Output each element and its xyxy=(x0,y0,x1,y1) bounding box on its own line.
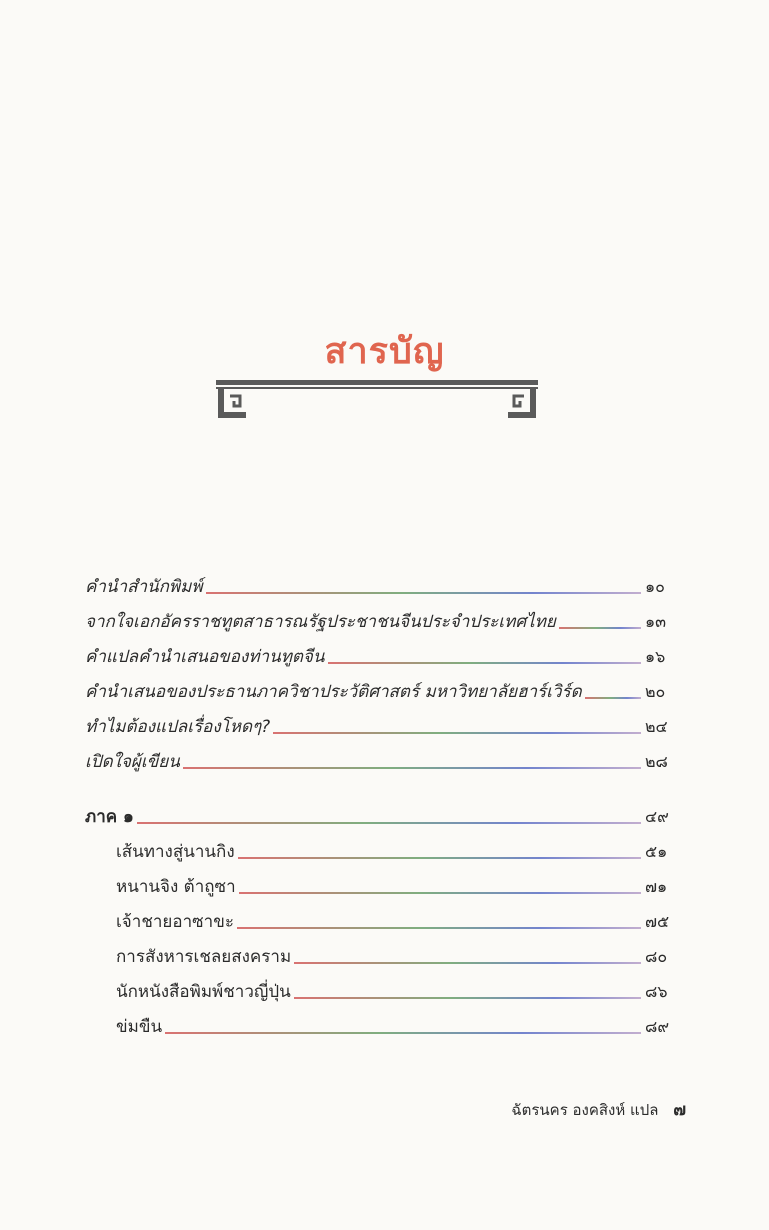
toc-entry-page: ๑๓ xyxy=(645,612,667,631)
dot-leader xyxy=(328,662,641,664)
toc-chapter[interactable] xyxy=(116,975,685,1005)
chapter-page: ๕๑ xyxy=(645,842,668,861)
part-label: ภาค ๑ xyxy=(85,807,134,827)
toc-entry-page: ๑๖ xyxy=(645,647,666,666)
toc-entry-label: จากใจเอกอัครราชทูตสาธารณรัฐประชาชนจีนประจำประเทศไทย xyxy=(85,612,556,632)
dot-leader xyxy=(294,997,641,999)
chapter-label: เจ้าชายอาซาขะ xyxy=(116,912,234,932)
toc-chapter[interactable] xyxy=(116,835,685,865)
part-page: ๔๙ xyxy=(645,807,669,826)
dot-leader xyxy=(294,962,641,964)
toc-entry-page: ๑๐ xyxy=(645,577,665,596)
dot-leader xyxy=(137,822,641,824)
toc-chapter[interactable] xyxy=(116,1010,685,1040)
dot-leader xyxy=(237,927,641,929)
chapter-label: การสังหารเชลยสงคราม xyxy=(116,947,292,967)
chapter-label: นักหนังสือพิมพ์ชาวญี่ปุ่น xyxy=(116,982,291,1002)
toc-entry-label: เปิดใจผู้เขียน xyxy=(85,752,180,772)
chapter-page: ๗๑ xyxy=(645,877,668,896)
toc-entry[interactable] xyxy=(85,675,685,705)
chapter-label: ข่มขืน xyxy=(116,1017,163,1037)
toc-entry-label: คำนำสำนักพิมพ์ xyxy=(85,577,203,597)
toc-entry-label: คำนำเสนอของประธานภาควิชาประวัติศาสตร์ มหาวิทยาลัยฮาร์เวิร์ด xyxy=(85,682,582,702)
dot-leader xyxy=(183,767,641,769)
dot-leader xyxy=(273,732,641,734)
toc-entry-page: ๒๘ xyxy=(645,752,668,771)
toc-entry[interactable] xyxy=(85,745,685,775)
chapter-label: หนานจิง ต้าถูซา xyxy=(116,877,236,897)
dot-leader xyxy=(239,892,641,894)
toc-part-heading[interactable] xyxy=(85,800,685,830)
toc-entry[interactable] xyxy=(85,605,685,635)
toc-chapter[interactable] xyxy=(116,870,685,900)
dot-leader xyxy=(238,857,641,859)
dot-leader xyxy=(559,627,641,629)
toc-chapter[interactable] xyxy=(116,940,685,970)
toc-entry[interactable] xyxy=(85,710,685,740)
chapter-page: ๘๙ xyxy=(645,1017,670,1036)
dot-leader xyxy=(206,592,641,594)
toc-chapter[interactable] xyxy=(116,905,685,935)
chapter-page: ๗๕ xyxy=(645,912,670,931)
title-ornament xyxy=(212,378,542,422)
toc-entry[interactable] xyxy=(85,570,685,600)
toc-entry-page: ๒๔ xyxy=(645,717,668,736)
chapter-page: ๘๖ xyxy=(645,982,668,1001)
page-number: ๗ xyxy=(673,1100,686,1120)
toc-entry[interactable] xyxy=(85,640,685,670)
page-footer xyxy=(0,1096,686,1123)
dot-leader xyxy=(585,697,641,699)
dot-leader xyxy=(165,1032,641,1034)
toc-entry-label: ทำไมต้องแปลเรื่องโหดๆ? xyxy=(85,717,271,737)
translator-credit: ฉัตรนคร องคสิงห์ แปล xyxy=(511,1101,659,1119)
chapter-label: เส้นทางสู่นานกิง xyxy=(116,842,235,862)
page-title: สารบัญ xyxy=(324,331,445,372)
chapter-page: ๘๐ xyxy=(645,947,668,966)
toc-entry-page: ๒๐ xyxy=(645,682,666,701)
toc-entry-label: คำแปลคำนำเสนอของท่านทูตจีน xyxy=(85,647,325,667)
